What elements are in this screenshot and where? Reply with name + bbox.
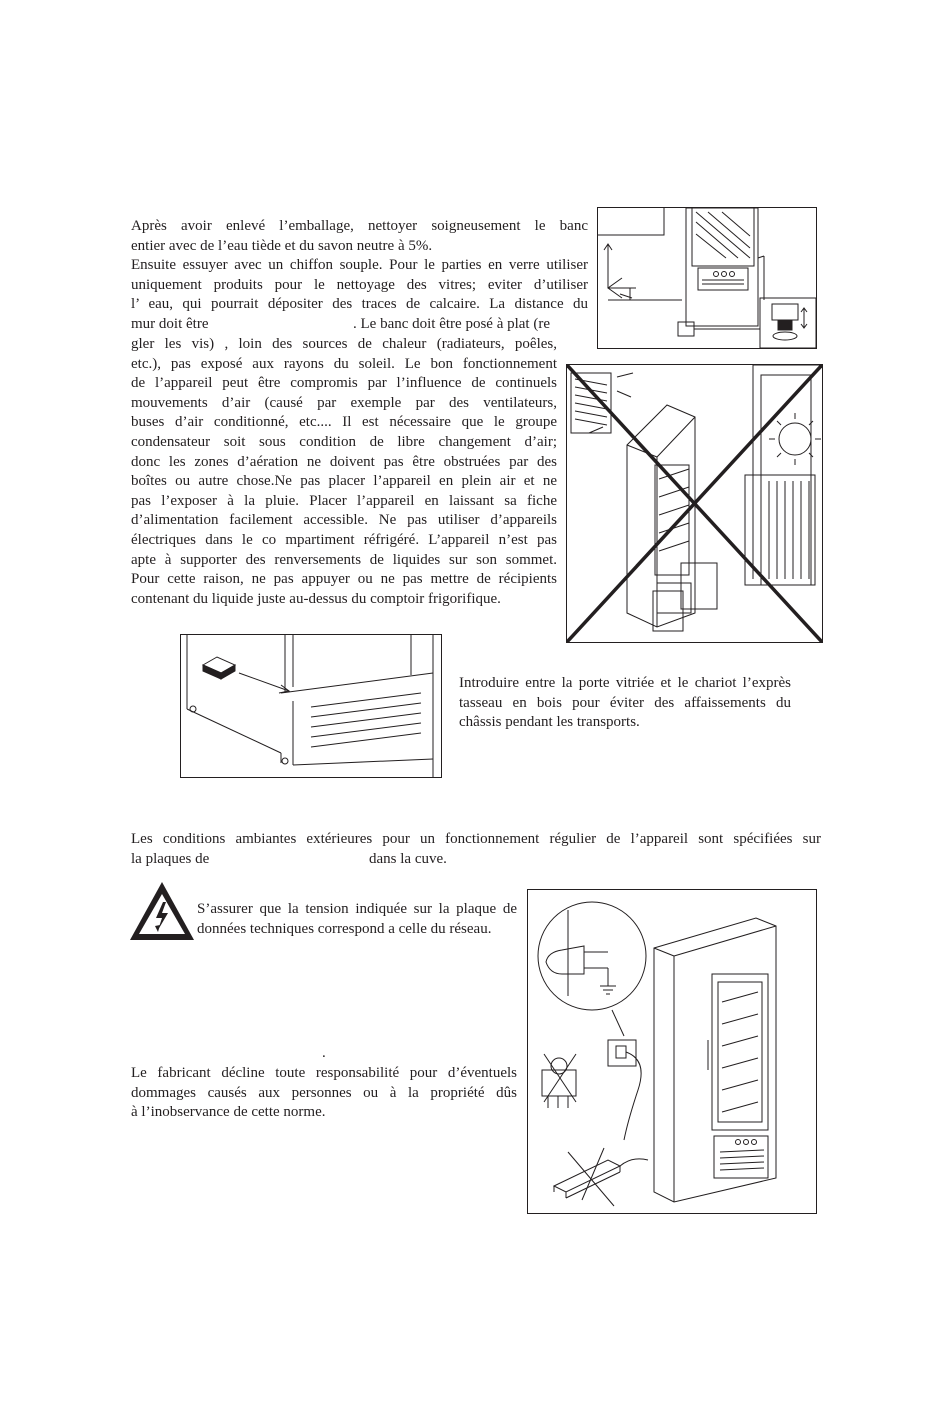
text-line: apte à supporter des renversements de liquides sur son sommet.	[131, 551, 557, 568]
text-line: gler les vis) , loin des sources de chaleur (radiateurs, poêles,	[131, 336, 557, 352]
text-line: Après avoir enlevé l’emballage, nettoyer soigneusement le banc	[131, 218, 588, 234]
text-line: châssis pendant les transports.	[459, 714, 640, 731]
liability-paragraph	[131, 1064, 517, 1123]
text-line: . Le banc doit être posé à plat (re	[353, 315, 550, 332]
text-line: mouvements d’air (causé par exemple par des ventilateurs,	[131, 394, 557, 411]
wall-distance-illustration	[598, 208, 816, 348]
text-line: mur doit être	[131, 315, 209, 332]
text-line: pas l’exposer à la pluie. Placer l’appareil en laissant sa fiche	[131, 492, 557, 509]
text-line: contenant du liquide juste au-dessus du comptoir frigorifique.	[131, 590, 501, 607]
installation-paragraph	[131, 217, 588, 335]
text-line: Les conditions ambiantes extérieures pour un fonctionnement régulier de l’appareil sont spécifiées sur	[131, 831, 821, 847]
voltage-warning-text	[197, 900, 517, 939]
bad-placement-illustration	[567, 365, 822, 642]
text-line: donc les zones d’aération ne doivent pas être obstruées par des	[131, 453, 557, 470]
text-line: uniquement produits pour le nettoyage des vitres; eviter d’utiliser	[131, 276, 588, 293]
text-line: à l’inobservance de cette norme.	[131, 1104, 326, 1121]
text-line: etc.), pas exposé aux rayons du soleil. Le bon fonctionnement	[131, 355, 557, 372]
text-line: Ensuite essuyer avec un chiffon souple. Pour le parties en verre utiliser	[131, 257, 588, 274]
text-line: Pour cette raison, ne pas appuyer ou ne pas mettre de récipients	[131, 571, 557, 588]
text-line: Introduire entre la porte vitriée et le chariot l’exprès	[459, 675, 791, 691]
text-line: boîtes ou autre chose.Ne pas placer l’appareil en plein air et ne	[131, 473, 557, 490]
text-line: l’ eau, qui pourrait dépositer des traces de calcaire. La distance du	[131, 296, 588, 313]
text-line: la plaques de	[131, 850, 210, 867]
text-line: tasseau en bois pour éviter des affaissements du	[459, 694, 791, 711]
ambient-conditions-paragraph	[131, 830, 821, 869]
power-connection-illustration	[528, 890, 816, 1213]
text-line: S’assurer que la tension indiquée sur la plaque de	[197, 901, 517, 917]
wooden-batten-illustration	[181, 635, 441, 777]
text-line: dommages causés aux personnes ou à la propriété dûs	[131, 1084, 517, 1101]
text-line: buses d’air conditionné, etc.... Il est nécessaire que le groupe	[131, 414, 557, 431]
figure-power-connection	[527, 889, 817, 1214]
installation-paragraph-continued	[131, 335, 557, 609]
electric-hazard-icon	[128, 880, 196, 943]
figure-bad-placement	[566, 364, 823, 643]
text-line: données techniques correspond a celle du réseau.	[197, 920, 492, 937]
text-line: électriques dans le co mpartiment réfrigéré. L’appareil n’est pas	[131, 531, 557, 548]
electric-hazard-warning	[128, 880, 196, 943]
text-line: de l’appareil peut être compromis par l’influence de continuels	[131, 375, 557, 392]
figure-wooden-batten	[180, 634, 442, 778]
text-line: dans la cuve.	[369, 850, 447, 867]
text-line: condensateur soit sous condition de libre changement d’air;	[131, 433, 557, 450]
stray-dot: .	[322, 1045, 326, 1061]
transport-paragraph	[459, 674, 791, 733]
text-line: Le fabricant décline toute responsabilité pour d’éventuels	[131, 1065, 517, 1081]
text-line: entier avec de l’eau tiède et du savon neutre à 5%.	[131, 237, 433, 254]
figure-wall-distance	[597, 207, 817, 349]
text-line: d’alimentation facilement accessible. Ne pas utiliser d’appareils	[131, 512, 557, 529]
